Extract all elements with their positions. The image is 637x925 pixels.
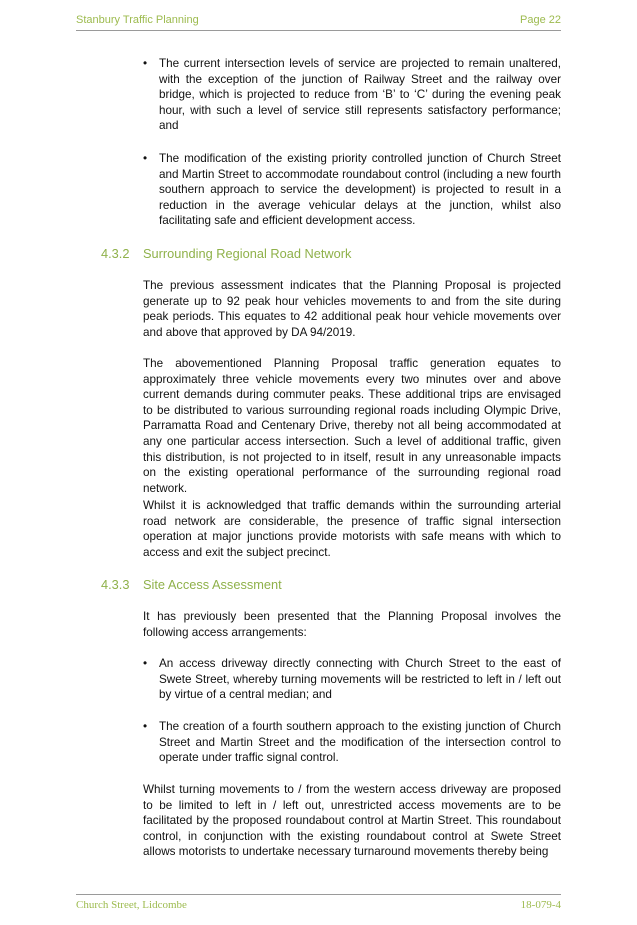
footer-location: Church Street, Lidcombe xyxy=(76,899,187,911)
page-header xyxy=(76,12,561,31)
bullet-icon: • xyxy=(143,720,148,733)
bullet-icon: • xyxy=(143,657,148,670)
header-company: Stanbury Traffic Planning xyxy=(76,14,199,26)
bullet-item xyxy=(143,656,561,703)
bullet-text: The creation of a fourth southern approach to the existing junction of Church Street and Martin Street and the modification of the intersection control to operate under traffic signal control. xyxy=(159,720,561,765)
footer-project-code: 18-079-4 xyxy=(520,899,561,911)
section-heading-4-3-3 xyxy=(101,577,282,592)
bullet-item xyxy=(143,56,561,134)
paragraph: It has previously been presented that the Planning Proposal involves the following access arrangements: xyxy=(143,610,561,639)
section-heading-4-3-2 xyxy=(101,246,351,261)
bullet-icon: • xyxy=(143,57,148,70)
bullet-text: An access driveway directly connecting with Church Street to the east of Swete Street, whereby turning movements will be restricted to left in / left out by virtue of a central median; and xyxy=(159,657,561,702)
bullet-item xyxy=(143,719,561,766)
bullet-icon: • xyxy=(143,152,148,165)
header-page-number: Page 22 xyxy=(520,14,561,26)
paragraph: The abovementioned Planning Proposal traffic generation equates to approximately three vehicle movements every two minutes over and above current demands during commuter peaks. These additional trips are envisaged to be distributed to various surrounding regional roads including Olympic Drive, Parramatta Road and Centenary Drive, thereby not all being accommodated at any one particular access intersection. Such a level of additional traffic, given this distribution, is not projected to in itself, result in any unreasonable impacts on the existing operational performance of the surrounding regional road network. xyxy=(143,357,561,495)
bullet-text: The modification of the existing priority controlled junction of Church Street and Martin Street to accommodate roundabout control (including a new fourth southern approach to service the development) is projected to result in a reduction in the average vehicular delays at the junction, whilst also facilitating safe and efficient development access. xyxy=(159,152,561,228)
section-title: Site Access Assessment xyxy=(143,577,282,592)
paragraph: Whilst turning movements to / from the western access driveway are proposed to be limited to left in / left out, unrestricted access movements are to be facilitated by the proposed roundabout control at Martin Street. This roundabout control, in conjunction with the existing roundabout control at Swete Street allows motorists to undertake necessary turnaround movements thereby being xyxy=(143,783,561,859)
page-footer xyxy=(76,894,561,911)
section-title: Surrounding Regional Road Network xyxy=(143,246,352,261)
bullet-text: The current intersection levels of service are projected to remain unaltered, with the exception of the junction of Railway Street and the railway over bridge, which is projected to reduce from ‘B’ to ‘C’ during the evening peak hour, with such a level of service still represents satisfactory performance; and xyxy=(159,57,561,133)
paragraph: Whilst it is acknowledged that traffic demands within the surrounding arterial road network are considerable, the presence of traffic signal intersection operation at major junctions provide motorists with safe means with which to access and exit the subject precinct. xyxy=(143,499,561,559)
section-number: 4.3.2 xyxy=(101,246,130,261)
bullet-item xyxy=(143,151,561,229)
paragraph: The previous assessment indicates that the Planning Proposal is projected generate up to 92 peak hour vehicles movements to and from the site during peak periods. This equates to 42 additional peak hour vehicle movements over and above that approved by DA 94/2019. xyxy=(143,279,561,339)
section-number: 4.3.3 xyxy=(101,577,130,592)
